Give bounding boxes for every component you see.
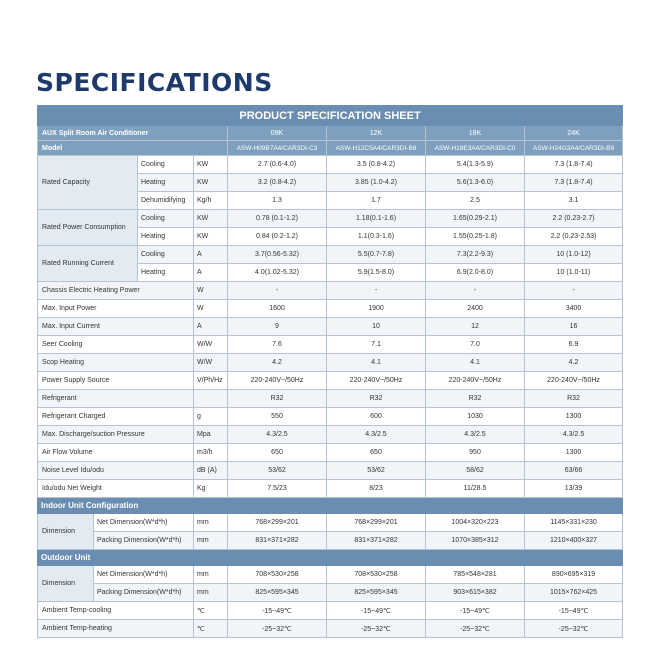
value-cell: 220-240V~/50Hz — [228, 372, 327, 390]
value-cell: 7.3(2.2-9.3) — [426, 246, 525, 264]
spec-row — [38, 336, 623, 354]
unit-cell: mm — [194, 584, 228, 602]
value-cell: R32 — [426, 390, 525, 408]
value-cell: 220-240V~/50Hz — [426, 372, 525, 390]
value-cell: 903×615×382 — [426, 584, 525, 602]
value-cell: 1300 — [525, 444, 623, 462]
value-cell: 4.3/2.5 — [228, 426, 327, 444]
sub-label: Cooling — [138, 246, 194, 264]
unit-cell: Kg/h — [194, 192, 228, 210]
model-number: ASW-H09B7A4/CAR3DI-C3 — [228, 141, 327, 156]
value-cell: 7.3 (1.8-7.4) — [525, 174, 623, 192]
value-cell: 16 — [525, 318, 623, 336]
value-cell: -25~32℃ — [525, 620, 623, 638]
value-cell: 4.1 — [426, 354, 525, 372]
param-label: Refrigerant Charged — [38, 408, 194, 426]
unit-cell: W/W — [194, 336, 228, 354]
spec-row — [38, 444, 623, 462]
unit-cell: ℃ — [194, 620, 228, 638]
unit-cell: KW — [194, 156, 228, 174]
indoor-section-title: Indoor Unit Configuration — [38, 498, 623, 514]
value-cell: 1.65(0.29-2.1) — [426, 210, 525, 228]
value-cell: 1210×400×327 — [525, 532, 623, 550]
indoor-row — [38, 532, 623, 550]
value-cell: 2400 — [426, 300, 525, 318]
spec-row — [38, 300, 623, 318]
unit-cell: A — [194, 264, 228, 282]
capacity-header: 09K — [228, 126, 327, 141]
sheet-title-row — [38, 106, 623, 126]
unit-cell: Mpa — [194, 426, 228, 444]
value-cell: 825×595×345 — [327, 584, 426, 602]
value-cell: 220-240V~/50Hz — [327, 372, 426, 390]
value-cell: -15~49℃ — [426, 602, 525, 620]
spec-row — [38, 318, 623, 336]
value-cell: 6.9 — [525, 336, 623, 354]
value-cell: 1004×320×223 — [426, 514, 525, 532]
unit-cell — [194, 390, 228, 408]
indoor-section-row — [38, 498, 623, 514]
outdoor-row — [38, 584, 623, 602]
value-cell: 4.0(1.02-5.32) — [228, 264, 327, 282]
spec-row — [38, 282, 623, 300]
dimension-label: Dimension — [38, 566, 94, 602]
value-cell: 1.55(0.25-1.8) — [426, 228, 525, 246]
value-cell: 4.3/2.5 — [525, 426, 623, 444]
value-cell: 831×371×282 — [327, 532, 426, 550]
spec-row — [38, 372, 623, 390]
param-label: Max. Input Power — [38, 300, 194, 318]
value-cell: 0.84 (0.2-1.2) — [228, 228, 327, 246]
ambient-row — [38, 602, 623, 620]
value-cell: 890×695×319 — [525, 566, 623, 584]
value-cell: 4.2 — [525, 354, 623, 372]
value-cell: 1030 — [426, 408, 525, 426]
outdoor-section-title: Outdoor Unit — [38, 550, 623, 566]
value-cell: 708×530×258 — [228, 566, 327, 584]
value-cell: 4.3/2.5 — [327, 426, 426, 444]
value-cell: 4.2 — [228, 354, 327, 372]
param-label: Chassis Electric Heating Power — [38, 282, 194, 300]
value-cell: - — [426, 282, 525, 300]
value-cell: -25~32℃ — [228, 620, 327, 638]
value-cell: 1600 — [228, 300, 327, 318]
value-cell: -25~32℃ — [426, 620, 525, 638]
value-cell: 2.2 (0.23-2.7) — [525, 210, 623, 228]
value-cell: 6.9(2.0-8.0) — [426, 264, 525, 282]
spec-row — [38, 426, 623, 444]
value-cell: 53/62 — [327, 462, 426, 480]
value-cell: 10 — [327, 318, 426, 336]
capacity-header: 24K — [525, 126, 623, 141]
value-cell: 650 — [327, 444, 426, 462]
sub-label: Net Dimension(W*d*h) — [94, 566, 194, 584]
unit-cell: A — [194, 246, 228, 264]
value-cell: 3.7(0.56-5.32) — [228, 246, 327, 264]
spec-row — [38, 390, 623, 408]
spec-row — [38, 156, 623, 174]
sub-label: Heating — [138, 264, 194, 282]
unit-cell: mm — [194, 532, 228, 550]
value-cell: 53/62 — [228, 462, 327, 480]
value-cell: 220-240V~/50Hz — [525, 372, 623, 390]
value-cell: 5.5(0.7-7.8) — [327, 246, 426, 264]
value-cell: 4.1 — [327, 354, 426, 372]
indoor-row — [38, 514, 623, 532]
value-cell: 3.85 (1.0-4.2) — [327, 174, 426, 192]
value-cell: 1.1(0.3-1.6) — [327, 228, 426, 246]
value-cell: 7.0 — [426, 336, 525, 354]
value-cell: 10 (1.0-11) — [525, 264, 623, 282]
value-cell: 708×530×258 — [327, 566, 426, 584]
param-label: Seer Cooling — [38, 336, 194, 354]
value-cell: 5.6(1.3-6.0) — [426, 174, 525, 192]
sub-label: Cooling — [138, 156, 194, 174]
value-cell: 12 — [426, 318, 525, 336]
value-cell: 1900 — [327, 300, 426, 318]
value-cell: 0.78 (0.1-1.2) — [228, 210, 327, 228]
model-number: ASW-H24G3A4/CAR3DI-B9 — [525, 141, 623, 156]
value-cell: 3.5 (0.8-4.2) — [327, 156, 426, 174]
sub-label: Heating — [138, 174, 194, 192]
unit-cell: Kg — [194, 480, 228, 498]
value-cell: 2.7 (0.6-4.0) — [228, 156, 327, 174]
model-number: ASW-H18E3A4/CAR3DI-C0 — [426, 141, 525, 156]
sub-label: Packing Dimension(W*d*h) — [94, 584, 194, 602]
value-cell: 9 — [228, 318, 327, 336]
unit-cell: mm — [194, 566, 228, 584]
model-label: Model — [38, 141, 228, 156]
value-cell: -25~32℃ — [327, 620, 426, 638]
ambient-row — [38, 620, 623, 638]
outdoor-section-row — [38, 550, 623, 566]
model-row — [38, 141, 623, 156]
unit-cell: W/W — [194, 354, 228, 372]
value-cell: 650 — [228, 444, 327, 462]
capacity-header: 18K — [426, 126, 525, 141]
value-cell: 8/23 — [327, 480, 426, 498]
spec-row — [38, 480, 623, 498]
param-label: Ambient Temp-heating — [38, 620, 194, 638]
model-number: ASW-H12C5A4/CAR3DI-B8 — [327, 141, 426, 156]
unit-cell: A — [194, 318, 228, 336]
spec-row — [38, 462, 623, 480]
sub-label: Packing Dimension(W*d*h) — [94, 532, 194, 550]
outdoor-row — [38, 566, 623, 584]
unit-cell: W — [194, 300, 228, 318]
value-cell: - — [228, 282, 327, 300]
product-line-label: AUX Split Room Air Conditioner — [38, 126, 228, 141]
unit-cell: mm — [194, 514, 228, 532]
unit-cell: g — [194, 408, 228, 426]
sub-label: Heating — [138, 228, 194, 246]
sub-label: Dehumidifying — [138, 192, 194, 210]
value-cell: 1015×762×425 — [525, 584, 623, 602]
param-label: Max. Input Current — [38, 318, 194, 336]
value-cell: 13/39 — [525, 480, 623, 498]
sub-label: Cooling — [138, 210, 194, 228]
dimension-label: Dimension — [38, 514, 94, 550]
sub-label: Net Dimension(W*d*h) — [94, 514, 194, 532]
value-cell: 785×548×281 — [426, 566, 525, 584]
sheet-title: PRODUCT SPECIFICATION SHEET — [38, 106, 623, 126]
value-cell: 10 (1.0-12) — [525, 246, 623, 264]
value-cell: 600 — [327, 408, 426, 426]
value-cell: 58/62 — [426, 462, 525, 480]
value-cell: -15~49℃ — [228, 602, 327, 620]
unit-cell: KW — [194, 210, 228, 228]
value-cell: 3.2 (0.8-4.2) — [228, 174, 327, 192]
value-cell: -15~49℃ — [327, 602, 426, 620]
value-cell: R32 — [228, 390, 327, 408]
param-label: Rated Power Consumption — [38, 210, 138, 246]
value-cell: 1300 — [525, 408, 623, 426]
value-cell: 7.5/23 — [228, 480, 327, 498]
value-cell: 1.18(0.1-1.6) — [327, 210, 426, 228]
param-label: Ambient Temp-cooling — [38, 602, 194, 620]
unit-cell: ℃ — [194, 602, 228, 620]
value-cell: 768×299×201 — [327, 514, 426, 532]
param-label: Power Supply Source — [38, 372, 194, 390]
unit-cell: KW — [194, 174, 228, 192]
value-cell: 3.1 — [525, 192, 623, 210]
param-label: Rated Running Current — [38, 246, 138, 282]
value-cell: 825×595×345 — [228, 584, 327, 602]
value-cell: 1070×385×312 — [426, 532, 525, 550]
value-cell: 63/66 — [525, 462, 623, 480]
value-cell: 5.4(1.3-5.9) — [426, 156, 525, 174]
unit-cell: m3/h — [194, 444, 228, 462]
spec-row — [38, 408, 623, 426]
capacity-header: 12K — [327, 126, 426, 141]
unit-cell: KW — [194, 228, 228, 246]
param-label: Air Flow Volume — [38, 444, 194, 462]
value-cell: 7.1 — [327, 336, 426, 354]
value-cell: -15~49℃ — [525, 602, 623, 620]
param-label: Scop Heating — [38, 354, 194, 372]
value-cell: 7.3 (1.8-7.4) — [525, 156, 623, 174]
value-cell: 768×299×201 — [228, 514, 327, 532]
value-cell: - — [525, 282, 623, 300]
param-label: Max. Discharge/suction Pressure — [38, 426, 194, 444]
value-cell: 550 — [228, 408, 327, 426]
value-cell: 1.3 — [228, 192, 327, 210]
param-label: Idu/odu Net Weight — [38, 480, 194, 498]
spec-row — [38, 354, 623, 372]
value-cell: R32 — [525, 390, 623, 408]
value-cell: R32 — [327, 390, 426, 408]
unit-cell: dB (A) — [194, 462, 228, 480]
param-label: Rated Capacity — [38, 156, 138, 210]
header-row — [38, 126, 623, 141]
value-cell: 1.7 — [327, 192, 426, 210]
param-label: Noise Level Idu/odu — [38, 462, 194, 480]
spec-table — [37, 105, 623, 638]
value-cell: 3400 — [525, 300, 623, 318]
page-heading: SPECIFICATIONS — [36, 68, 273, 97]
value-cell: 11/28.5 — [426, 480, 525, 498]
value-cell: 7.6 — [228, 336, 327, 354]
spec-row — [38, 246, 623, 264]
value-cell: 831×371×282 — [228, 532, 327, 550]
value-cell: 2.2 (0.23-2.53) — [525, 228, 623, 246]
unit-cell: W — [194, 282, 228, 300]
value-cell: - — [327, 282, 426, 300]
value-cell: 5.9(1.5-8.0) — [327, 264, 426, 282]
value-cell: 2.5 — [426, 192, 525, 210]
value-cell: 4.3/2.5 — [426, 426, 525, 444]
param-label: Refrigerant — [38, 390, 194, 408]
value-cell: 1145×331×230 — [525, 514, 623, 532]
value-cell: 950 — [426, 444, 525, 462]
unit-cell: V/Ph/Hz — [194, 372, 228, 390]
spec-row — [38, 210, 623, 228]
